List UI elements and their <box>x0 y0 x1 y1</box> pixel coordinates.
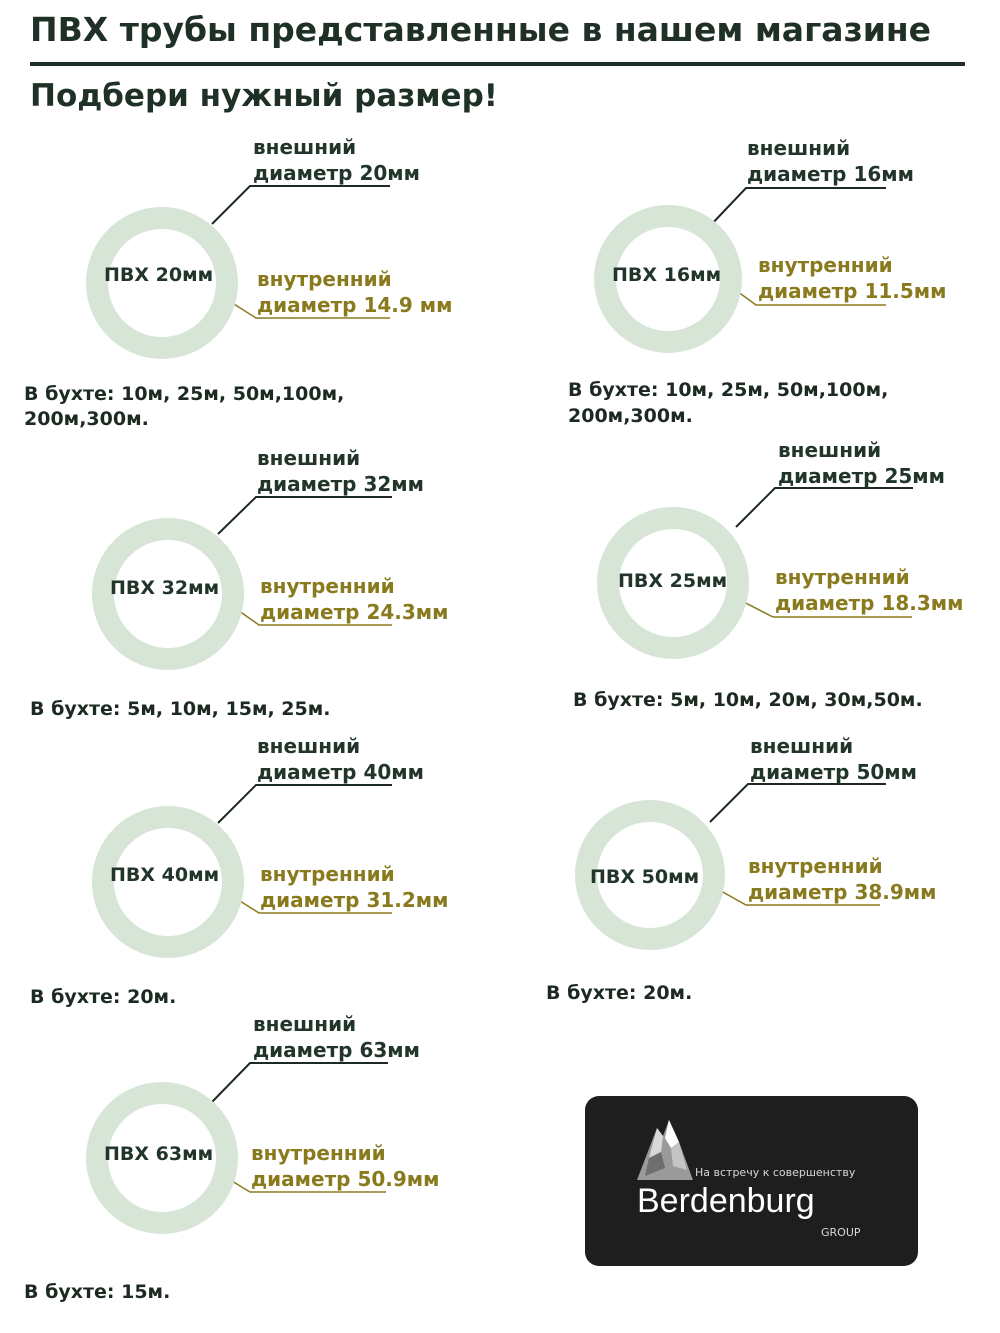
coil-lengths-line1: В бухте: 20м. <box>546 982 693 1004</box>
inner-diameter-line2: диаметр 11.5мм <box>758 279 947 303</box>
coil-lengths-line1: В бухте: 5м, 10м, 15м, 25м. <box>30 698 331 720</box>
logo-tagline: На встречу к совершенству <box>695 1166 856 1179</box>
outer-diameter-line2: диаметр 32мм <box>257 472 424 496</box>
outer-leader-line <box>736 488 913 527</box>
inner-diameter-line2: диаметр 24.3мм <box>260 600 449 624</box>
coil-lengths-line1: В бухте: 5м, 10м, 20м, 30м,50м. <box>573 689 923 711</box>
page-subtitle: Подбери нужный размер! <box>30 78 498 114</box>
outer-leader-line <box>212 1063 388 1102</box>
logo-group-label: GROUP <box>821 1226 861 1239</box>
inner-diameter-line1: внутренний <box>775 565 910 589</box>
coil-lengths-line1: В бухте: 15м. <box>24 1281 171 1303</box>
outer-diameter-line1: внешний <box>778 438 882 462</box>
pipe-label: ПВХ 16мм <box>612 264 722 286</box>
outer-diameter-line1: внешний <box>253 1012 357 1036</box>
pipe-label: ПВХ 32мм <box>110 577 220 599</box>
mountain-icon <box>635 1118 695 1182</box>
outer-diameter-line2: диаметр 63мм <box>253 1038 420 1062</box>
coil-lengths-line2: 200м,300м. <box>24 408 149 430</box>
outer-diameter-line2: диаметр 25мм <box>778 464 945 488</box>
inner-diameter-line2: диаметр 18.3мм <box>775 591 964 615</box>
outer-leader-line <box>710 784 886 822</box>
inner-diameter-line2: диаметр 31.2мм <box>260 888 449 912</box>
outer-diameter-line1: внешний <box>747 136 851 160</box>
outer-diameter-line2: диаметр 50мм <box>750 760 917 784</box>
inner-diameter-line2: диаметр 14.9 мм <box>257 293 453 317</box>
inner-diameter-line1: внутренний <box>260 862 395 886</box>
coil-lengths-line1: В бухте: 20м. <box>30 986 177 1008</box>
pipe-label: ПВХ 20мм <box>104 264 214 286</box>
outer-diameter-line1: внешний <box>750 734 854 758</box>
outer-leader-line <box>218 497 392 534</box>
outer-diameter-line2: диаметр 20мм <box>253 161 420 185</box>
pipe-label: ПВХ 50мм <box>590 866 700 888</box>
coil-lengths-line2: 200м,300м. <box>568 405 693 427</box>
pipe-label: ПВХ 63мм <box>104 1143 214 1165</box>
brand-logo <box>585 1096 918 1266</box>
coil-lengths-line1: В бухте: 10м, 25м, 50м,100м, <box>568 379 889 401</box>
inner-diameter-line1: внутренний <box>758 253 893 277</box>
outer-diameter-line2: диаметр 40мм <box>257 760 424 784</box>
pipe-label: ПВХ 40мм <box>110 864 220 886</box>
coil-lengths-line1: В бухте: 10м, 25м, 50м,100м, <box>24 383 345 405</box>
inner-diameter-line2: диаметр 50.9мм <box>251 1167 440 1191</box>
outer-diameter-line1: внешний <box>257 734 361 758</box>
inner-diameter-line1: внутренний <box>260 574 395 598</box>
logo-brand-name: Berdenburg <box>637 1182 815 1220</box>
inner-diameter-line1: внутренний <box>251 1141 386 1165</box>
inner-diameter-line2: диаметр 38.9мм <box>748 880 937 904</box>
outer-diameter-line1: внешний <box>253 135 357 159</box>
page-title: ПВХ трубы представленные в нашем магазине <box>30 10 932 49</box>
pipe-label: ПВХ 25мм <box>618 570 728 592</box>
outer-leader-line <box>218 785 392 823</box>
outer-diameter-line2: диаметр 16мм <box>747 162 914 186</box>
inner-diameter-line1: внутренний <box>257 267 392 291</box>
outer-leader-line <box>212 186 390 224</box>
outer-diameter-line1: внешний <box>257 446 361 470</box>
inner-diameter-line1: внутренний <box>748 854 883 878</box>
outer-leader-line <box>708 188 886 228</box>
